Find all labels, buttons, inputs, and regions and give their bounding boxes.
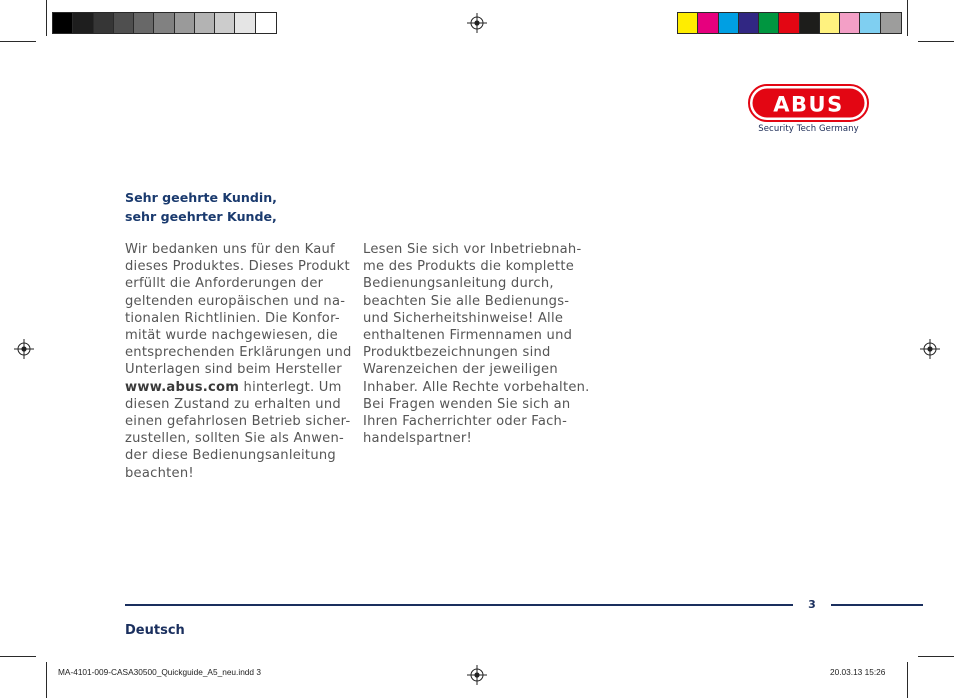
color-swatch — [800, 13, 820, 33]
gray-swatch — [154, 13, 174, 33]
text-line: der diese Bedienungsanleitung — [125, 448, 336, 464]
color-swatch — [698, 13, 718, 33]
color-swatch — [739, 13, 759, 33]
registration-mark-icon — [467, 665, 487, 685]
color-swatch — [678, 13, 698, 33]
process-color-bar — [677, 12, 902, 34]
color-swatch — [840, 13, 860, 33]
text-line: beachten Sie alle Bedienungs- — [363, 293, 570, 309]
crop-mark — [907, 0, 908, 36]
text-line: entsprechenden Erklärungen und — [125, 345, 352, 361]
body-column-1 — [125, 241, 352, 482]
text-line: Produktbezeichnungen sind — [363, 345, 551, 361]
grayscale-color-bar — [52, 12, 277, 34]
greeting-line: sehr geehrter Kunde, — [125, 209, 277, 224]
text-line — [125, 379, 352, 396]
logo-tagline: Security Tech Germany — [758, 124, 859, 134]
gray-swatch — [235, 13, 255, 33]
website-link[interactable]: www.abus.com — [125, 379, 240, 395]
text-line: me des Produkts die komplette — [363, 259, 575, 275]
text-line: Unterlagen sind beim Hersteller — [125, 362, 342, 378]
color-swatch — [759, 13, 779, 33]
svg-text:ABUS: ABUS — [773, 92, 844, 117]
crop-mark — [0, 41, 36, 42]
text-line: Bedienungsanleitung durch, — [363, 276, 554, 292]
text-line: geltenden europäischen und na- — [125, 293, 346, 309]
crop-mark — [0, 656, 36, 657]
gray-swatch — [256, 13, 276, 33]
slug-timestamp: 20.03.13 15:26 — [830, 667, 886, 677]
gray-swatch — [195, 13, 215, 33]
text-line: dieses Produktes. Dieses Produkt — [125, 259, 350, 275]
gray-swatch — [53, 13, 73, 33]
gray-swatch — [134, 13, 154, 33]
text-line: Lesen Sie sich vor Inbetriebnah- — [363, 242, 582, 257]
color-swatch — [820, 13, 840, 33]
text-line: und Sicherheitshinweise! Alle — [363, 310, 564, 326]
text-line: Wir bedanken uns für den Kauf — [125, 242, 335, 257]
text-line: mität wurde nachgewiesen, die — [125, 328, 338, 344]
gray-swatch — [114, 13, 134, 33]
text-line: erfüllt die Anforderungen der — [125, 276, 324, 292]
crop-mark — [46, 0, 47, 36]
gray-swatch — [175, 13, 195, 33]
text-line: Inhaber. Alle Rechte vorbehalten. — [363, 379, 590, 395]
registration-mark-icon — [920, 339, 940, 359]
registration-mark-icon — [14, 339, 34, 359]
footer-rule — [125, 604, 793, 606]
body-column-2 — [363, 241, 590, 447]
abus-logo — [748, 84, 869, 122]
greeting — [125, 188, 277, 226]
text-line: handelspartner! — [363, 431, 473, 447]
text-line: einen gefahrlosen Betrieb sicher- — [125, 414, 351, 430]
text-line: Bei Fragen wenden Sie sich an — [363, 396, 571, 412]
crop-mark — [907, 662, 908, 698]
text-fragment: hinterlegt. Um — [239, 379, 342, 395]
crop-mark — [46, 662, 47, 698]
greeting-line: Sehr geehrte Kundin, — [125, 190, 277, 205]
crop-mark — [918, 656, 954, 657]
color-swatch — [719, 13, 739, 33]
text-line: diesen Zustand zu erhalten und — [125, 396, 341, 412]
color-swatch — [860, 13, 880, 33]
gray-swatch — [73, 13, 93, 33]
slug-filename: MA-4101-009-CASA30500_Quickguide_A5_neu.indd 3 — [58, 667, 261, 677]
gray-swatch — [215, 13, 235, 33]
text-line: Warenzeichen der jeweiligen — [363, 362, 558, 378]
color-swatch — [779, 13, 799, 33]
text-line: Ihren Facherrichter oder Fach- — [363, 414, 568, 430]
crop-mark — [918, 41, 954, 42]
gray-swatch — [94, 13, 114, 33]
language-label: Deutsch — [125, 623, 185, 638]
text-line: tionalen Richtlinien. Die Konfor- — [125, 310, 340, 326]
color-swatch — [881, 13, 901, 33]
registration-mark-icon — [467, 13, 487, 33]
text-line: enthaltenen Firmennamen und — [363, 328, 573, 344]
text-line: beachten! — [125, 465, 194, 481]
page-number: 3 — [808, 598, 816, 611]
text-line: zustellen, sollten Sie als Anwen- — [125, 431, 345, 447]
footer-rule — [831, 604, 923, 606]
